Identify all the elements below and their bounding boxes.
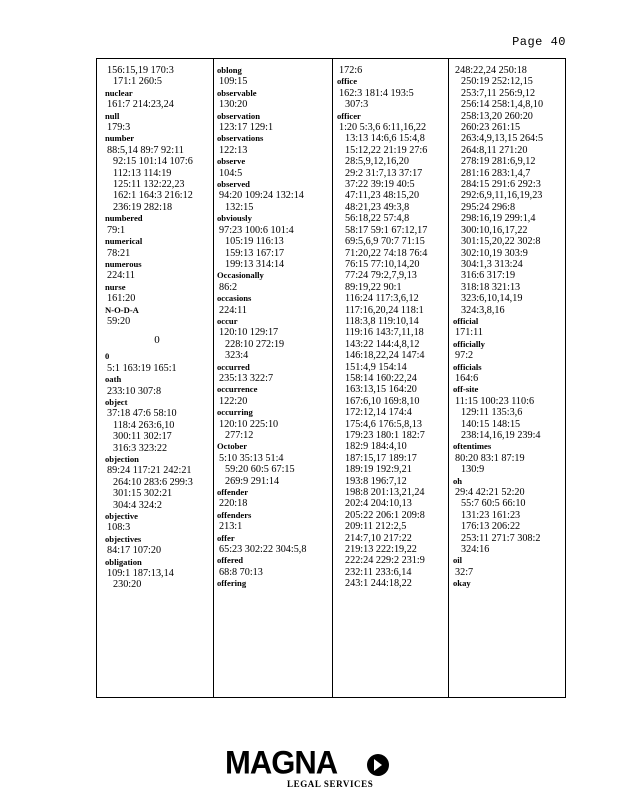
page-line-reference: 122:20 (219, 395, 248, 407)
page-line-reference: 28:5,9,12,16,20 (345, 156, 409, 168)
page-line-reference: 92:15 101:14 107:6 (113, 156, 193, 168)
page-line-reference: 264:8,11 271:20 (461, 144, 528, 156)
page-line-reference: 248:22,24 250:18 (455, 65, 527, 76)
page-line-reference: 112:13 114:19 (113, 167, 172, 179)
page-line-reference: 76:15 77:10,14,20 (345, 258, 420, 270)
page-line-reference: 86:2 (219, 281, 238, 293)
index-term: numerous (105, 258, 142, 269)
page-line-reference: 232:11 233:6,14 (345, 566, 412, 578)
page-line-reference: 243:1 244:18,22 (345, 578, 412, 590)
index-term: N-O-D-A (105, 304, 139, 315)
page-line-reference: 58:17 59:1 67:12,17 (345, 224, 428, 236)
page-line-reference: 97:2 (455, 350, 474, 362)
page-line-reference: 68:8 70:13 (219, 566, 263, 578)
page-line-reference: 269:9 291:14 (225, 475, 280, 487)
column-divider (448, 59, 449, 697)
index-term: oil (453, 555, 463, 566)
page-line-reference: 119:16 143:7,11,18 (345, 327, 424, 339)
page-line-reference: 89:19,22 90:1 (345, 281, 402, 293)
page-line-reference: 304:1,3 313:24 (461, 258, 523, 270)
page-line-reference: 202:4 204:10,13 (345, 498, 412, 510)
page-line-reference: 260:23 261:15 (461, 122, 521, 134)
page-line-reference: 131:23 161:23 (461, 509, 521, 521)
index-term: numbered (105, 213, 143, 224)
page-line-reference: 302:10,19 303:9 (461, 247, 528, 259)
page-line-reference: 318:18 321:13 (461, 281, 521, 293)
page-line-reference: 146:18,22,24 147:4 (345, 350, 425, 362)
page-line-reference: 29:2 31:7,13 37:17 (345, 167, 423, 179)
page-line-reference: 298:16,19 299:1,4 (461, 213, 536, 225)
column-divider (332, 59, 333, 697)
page-line-reference: 125:11 132:22,23 (113, 179, 185, 191)
index-term: obligation (105, 556, 142, 567)
page-line-reference: 300:10,16,17,22 (461, 224, 528, 236)
page-line-reference: 292:6,9,11,16,19,23 (461, 190, 543, 202)
index-term: observe (217, 156, 246, 167)
page-line-reference: 175:4,6 176:5,8,13 (345, 418, 422, 430)
page-line-reference: 120:10 129:17 (219, 327, 279, 339)
page-line-reference: 277:12 (225, 430, 254, 441)
page-line-reference: 172:6 (339, 65, 363, 76)
page-line-reference: 176:13 206:22 (461, 521, 521, 533)
index-column-2 (217, 65, 325, 697)
page-line-reference: 130:9 (461, 464, 485, 476)
page-line-reference: 88:5,14 89:7 92:11 (107, 144, 184, 156)
page-line-reference: 55:7 60:5 66:10 (461, 498, 526, 510)
page-line-reference: 161:7 214:23,24 (107, 99, 174, 111)
page-line-reference: 77:24 79:2,7,9,13 (345, 270, 417, 282)
page-line-reference: 29:4 42:21 52:20 (455, 487, 525, 499)
index-term: occurred (217, 361, 250, 372)
page-line-reference: 129:11 135:3,6 (461, 407, 523, 419)
page-line-reference: 94:20 109:24 132:14 (219, 190, 304, 202)
page-line-reference: 163:13,15 164:20 (345, 384, 417, 396)
page-line-reference: 209:11 212:2,5 (345, 521, 407, 533)
page-line-reference: 179:23 180:1 182:7 (345, 430, 425, 441)
page-line-reference: 236:19 282:18 (113, 201, 173, 213)
page-line-reference: 256:14 258:1,4,8,10 (461, 99, 544, 111)
page-line-reference: 281:16 283:1,4,7 (461, 167, 531, 179)
page-line-reference: 250:19 252:12,15 (461, 76, 533, 88)
page-line-reference: 161:20 (107, 293, 136, 305)
index-term: oath (105, 374, 122, 385)
index-term: October (217, 441, 248, 452)
page-line-reference: 233:10 307:8 (107, 385, 162, 397)
page-line-reference: 132:15 (225, 201, 254, 213)
index-term: occurring (217, 407, 253, 418)
section-letter: 0 (154, 334, 160, 347)
index-term: objection (105, 454, 139, 464)
page-line-reference: 323:4 (225, 350, 249, 362)
index-term: objective (105, 511, 138, 522)
page-line-reference: 48:21,23 49:3,8 (345, 201, 410, 213)
index-column-3 (337, 65, 447, 697)
page-line-reference: 213:1 (219, 521, 243, 533)
page-line-reference: 117:16,20,24 118:1 (345, 304, 424, 316)
page-line-reference: 84:17 107:20 (107, 545, 162, 557)
page-line-reference: 32:7 (455, 566, 474, 578)
index-term: offering (217, 578, 247, 589)
page-line-reference: 205:22 206:1 209:8 (345, 509, 425, 521)
page-line-reference: 171:1 260:5 (113, 76, 162, 88)
page-line-reference: 104:5 (219, 167, 243, 179)
page-line-reference: 258:13,20 260:20 (461, 110, 533, 122)
page-line-reference: 159:13 167:17 (225, 247, 285, 259)
page-line-reference: 78:21 (107, 247, 131, 259)
index-term: 0 (105, 351, 110, 362)
page-line-reference: 284:15 291:6 292:3 (461, 179, 541, 191)
page-line-reference: 156:15,19 170:3 (107, 65, 174, 76)
page-line-reference: 224:11 (107, 270, 135, 282)
page-number: Page 40 (512, 35, 566, 49)
page-line-reference: 37:18 47:6 58:10 (107, 408, 177, 420)
index-term: occasions (217, 293, 252, 304)
word-index-table (96, 58, 566, 698)
page-line-reference: 230:20 (113, 579, 142, 591)
page-line-reference: 220:18 (219, 498, 248, 510)
page-line-reference: 167:6,10 169:8,10 (345, 395, 420, 407)
page-line-reference: 179:3 (107, 122, 131, 134)
page-line-reference: 109:15 (219, 76, 248, 88)
index-term: null (105, 110, 120, 121)
page-line-reference: 172:12,14 174:4 (345, 407, 412, 419)
page-line-reference: 187:15,17 189:17 (345, 452, 417, 464)
page-line-reference: 59:20 (107, 315, 131, 327)
index-term: Occasionally (217, 270, 264, 281)
page-line-reference: 122:13 (219, 144, 248, 156)
page-line-reference: 109:1 187:13,14 (107, 568, 174, 580)
page-line-reference: 158:14 160:22,24 (345, 372, 417, 384)
index-term: objectives (105, 533, 142, 544)
page-line-reference: 219:13 222:19,22 (345, 544, 417, 556)
page-line-reference: 189:19 192:9,21 (345, 464, 412, 476)
page-line-reference: 263:4,9,13,15 264:5 (461, 133, 544, 145)
index-term: offender (217, 487, 249, 498)
page-line-reference: 278:19 281:6,9,12 (461, 156, 536, 168)
page-line-reference: 80:20 83:1 87:19 (455, 452, 525, 464)
page-line-reference: 108:3 (107, 522, 131, 534)
page-line-reference: 316:3 323:22 (113, 442, 168, 454)
page-line-reference: 140:15 148:15 (461, 418, 521, 430)
page-line-reference: 59:20 60:5 67:15 (225, 464, 295, 476)
page-line-reference: 300:11 302:17 (113, 431, 172, 443)
page-line-reference: 323:6,10,14,19 (461, 293, 523, 305)
page-line-reference: 105:19 116:13 (225, 236, 284, 248)
index-column-4 (453, 65, 565, 697)
page-line-reference: 301:15,20,22 302:8 (461, 236, 541, 248)
index-term: occur (217, 315, 238, 326)
page-line-reference: 307:3 (345, 99, 369, 111)
arrow-circle-icon (367, 754, 389, 776)
index-term: observations (217, 133, 264, 144)
index-term: oftentimes (453, 441, 492, 452)
index-term: oh (453, 475, 463, 486)
page-line-reference: 304:4 324:2 (113, 499, 162, 511)
index-term: offer (217, 532, 235, 543)
page-line-reference: 118:3,8 119:10,14 (345, 315, 419, 327)
index-term: numerical (105, 236, 143, 247)
page-line-reference: 162:1 164:3 216:12 (113, 190, 193, 202)
page-line-reference: 162:3 181:4 193:5 (339, 87, 414, 99)
index-term: officials (453, 361, 482, 372)
index-term: okay (453, 578, 471, 589)
page-line-reference: 5:10 35:13 51:4 (219, 452, 284, 464)
page-line-reference: 47:11,23 48:15,20 (345, 190, 420, 202)
page-line-reference: 253:7,11 256:9,12 (461, 87, 536, 99)
page-line-reference: 164:6 (455, 372, 479, 384)
page-line-reference: 116:24 117:3,6,12 (345, 293, 419, 305)
index-term: officer (337, 110, 361, 121)
page-line-reference: 182:9 184:4,10 (345, 441, 407, 453)
index-term: observable (217, 87, 257, 98)
page-line-reference: 97:23 100:6 101:4 (219, 224, 294, 236)
index-term: number (105, 133, 135, 144)
index-term: obviously (217, 213, 252, 224)
index-term: occurrence (217, 384, 258, 395)
page-line-reference: 79:1 (107, 224, 126, 236)
index-column-1 (105, 65, 209, 697)
page-line-reference: 151:4,9 154:14 (345, 361, 407, 373)
page-line-reference: 324:3,8,16 (461, 304, 505, 316)
page-line-reference: 171:11 (455, 327, 483, 339)
page-line-reference: 120:10 225:10 (219, 418, 279, 430)
page-line-reference: 224:11 (219, 304, 247, 316)
index-term: object (105, 396, 128, 407)
page-line-reference: 295:24 296:8 (461, 201, 516, 213)
page-line-reference: 235:13 322:7 (219, 372, 274, 384)
page-line-reference: 264:10 283:6 299:3 (113, 476, 193, 488)
page-line-reference: 198:8 201:13,21,24 (345, 487, 425, 499)
page-line-reference: 118:4 263:6,10 (113, 419, 175, 431)
page-line-reference: 193:8 196:7,12 (345, 475, 407, 487)
logo-wordmark: MAGNA (225, 744, 338, 781)
page-line-reference: 130:20 (219, 99, 248, 111)
page-line-reference: 69:5,6,9 70:7 71:15 (345, 236, 425, 248)
page-line-reference: 37:22 39:19 40:5 (345, 179, 415, 191)
column-divider (213, 59, 214, 697)
index-term: official (453, 315, 479, 326)
page-line-reference: 143:22 144:4,8,12 (345, 338, 420, 350)
index-term: offenders (217, 509, 252, 520)
page-line-reference: 253:11 271:7 308:2 (461, 532, 541, 544)
page-line-reference: 301:15 302:21 (113, 488, 173, 500)
page-line-reference: 15:12,22 21:19 27:6 (345, 144, 428, 156)
page-line-reference: 238:14,16,19 239:4 (461, 430, 541, 441)
index-term: offered (217, 555, 244, 566)
page-line-reference: 316:6 317:19 (461, 270, 516, 282)
index-term: off-site (453, 384, 479, 395)
page-line-reference: 228:10 272:19 (225, 338, 285, 350)
index-term: nuclear (105, 87, 133, 98)
page-line-reference: 5:1 163:19 165:1 (107, 362, 177, 374)
page-line-reference: 56:18,22 57:4,8 (345, 213, 410, 225)
index-term: observation (217, 110, 260, 121)
index-term: nurse (105, 281, 126, 292)
index-term: observed (217, 179, 250, 190)
index-term: office (337, 76, 358, 87)
page-line-reference: 199:13 314:14 (225, 258, 285, 270)
page-line-reference: 71:20,22 74:18 76:4 (345, 247, 428, 259)
page-line-reference: 1:20 5:3,6 6:11,16,22 (339, 122, 427, 134)
page-line-reference: 324:16 (461, 544, 490, 556)
page-line-reference: 123:17 129:1 (219, 122, 274, 134)
page-line-reference: 11:15 100:23 110:6 (455, 395, 535, 407)
index-term: oblong (217, 65, 242, 75)
logo-subtitle: LEGAL SERVICES (287, 779, 374, 789)
magna-logo (225, 745, 395, 793)
page-line-reference: 13:13 14:6,6 15:4,8 (345, 133, 425, 145)
page-line-reference: 222:24 229:2 231:9 (345, 555, 425, 567)
index-term: officially (453, 338, 485, 349)
page-line-reference: 214:7,10 217:22 (345, 532, 412, 544)
page-line-reference: 65:23 302:22 304:5,8 (219, 544, 307, 556)
page-line-reference: 89:24 117:21 242:21 (107, 465, 192, 477)
